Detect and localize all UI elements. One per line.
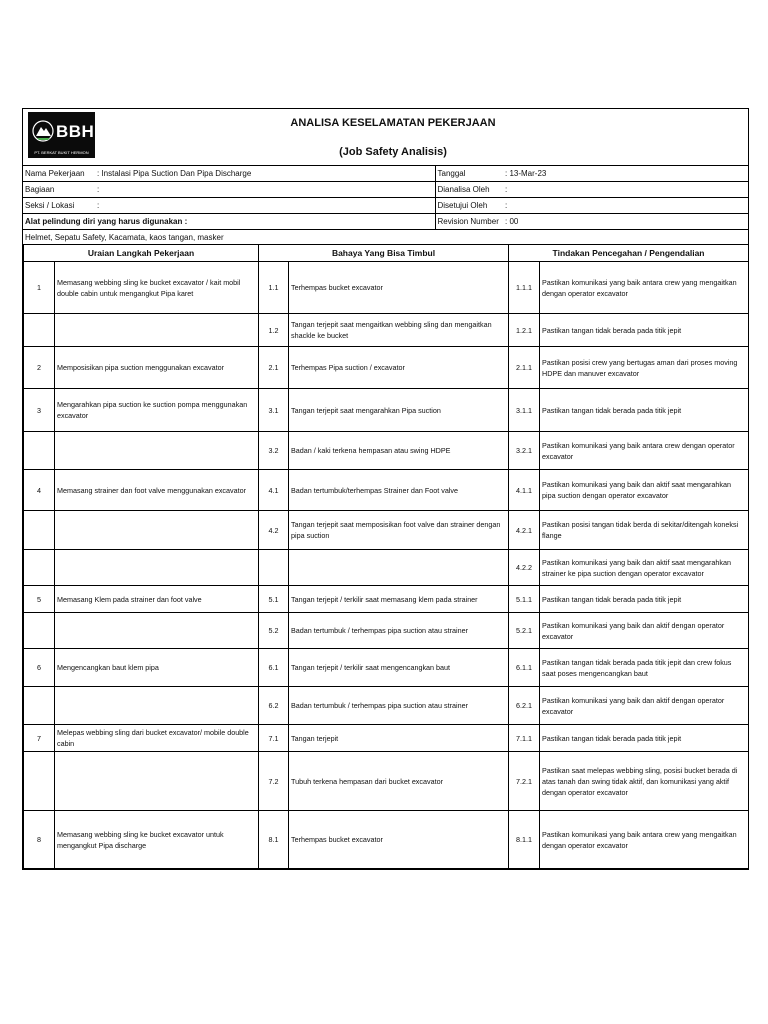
hazard-text: Tangan terjepit saat mengaitkan webbing sling dan mengaitkan shackle ke bucket	[289, 314, 509, 347]
hazard-text: Terhempas bucket excavator	[289, 811, 509, 869]
step-number: 8	[24, 811, 55, 869]
table-row	[24, 550, 749, 586]
control-text: Pastikan posisi tangan tidak berda di sekitar/ditengah koneksi flange	[540, 511, 749, 550]
step-number: 7	[24, 725, 55, 752]
control-text: Pastikan komunikasi yang baik dan aktif saat mengarahkan strainer ke pipa suction dengan operator excavator	[540, 550, 749, 586]
step-number	[24, 613, 55, 649]
table-row	[24, 725, 749, 752]
control-text: Pastikan komunikasi yang baik dan aktif dengan operator excavator	[540, 613, 749, 649]
hazard-number: 3.1	[259, 389, 289, 432]
step-number	[24, 550, 55, 586]
apd-label: Alat pelindung diri yang harus digunakan :	[23, 214, 435, 230]
info-row	[23, 214, 748, 230]
step-text	[55, 314, 259, 347]
step-text: Memposisikan pipa suction menggunakan excavator	[55, 347, 259, 389]
control-number: 5.1.1	[509, 586, 540, 613]
table-row	[24, 470, 749, 511]
apd-value: Helmet, Sepatu Safety, Kacamata, kaos tangan, masker	[25, 232, 224, 242]
table-row	[24, 432, 749, 470]
table-row	[24, 613, 749, 649]
hazard-number: 4.1	[259, 470, 289, 511]
step-text	[55, 687, 259, 725]
hazard-text: Tangan terjepit saat mengarahkan Pipa suction	[289, 389, 509, 432]
control-number: 3.2.1	[509, 432, 540, 470]
hazard-text: Badan tertumbuk / terhempas pipa suction atau strainer	[289, 613, 509, 649]
col-tindakan: Tindakan Pencegahan / Pengendalian	[509, 245, 749, 262]
hazard-text: Terhempas bucket excavator	[289, 262, 509, 314]
control-number: 8.1.1	[509, 811, 540, 869]
step-number: 3	[24, 389, 55, 432]
hazard-number: 6.1	[259, 649, 289, 687]
step-number	[24, 752, 55, 811]
control-text: Pastikan komunikasi yang baik antara crew dengan operator excavator	[540, 432, 749, 470]
step-text: Melepas webbing sling dari bucket excavator/ mobile double cabin	[55, 725, 259, 752]
jsa-table	[23, 244, 749, 869]
control-number: 7.2.1	[509, 752, 540, 811]
step-number: 1	[24, 262, 55, 314]
hazard-text: Badan tertumbuk / terhempas pipa suction atau strainer	[289, 687, 509, 725]
control-text: Pastikan komunikasi yang baik dan aktif saat mengarahkan pipa suction dengan operator excavator	[540, 470, 749, 511]
tanggal-value: : 13-Mar-23	[503, 166, 748, 182]
table-row	[24, 262, 749, 314]
form-title: ANALISA KESELAMATAN PEKERJAAN	[290, 117, 496, 129]
step-text	[55, 613, 259, 649]
step-number: 4	[24, 470, 55, 511]
control-text: Pastikan tangan tidak berada pada titik jepit	[540, 389, 749, 432]
col-uraian: Uraian Langkah Pekerjaan	[24, 245, 259, 262]
control-text: Pastikan komunikasi yang baik dan aktif dengan operator excavator	[540, 687, 749, 725]
control-text: Pastikan komunikasi yang baik antara crew yang mengaitkan dengan operator excavator	[540, 262, 749, 314]
hazard-text: Tangan terjepit saat memposisikan foot valve dan strainer dengan pipa suction	[289, 511, 509, 550]
step-number	[24, 687, 55, 725]
step-number	[24, 314, 55, 347]
hazard-number: 8.1	[259, 811, 289, 869]
control-number: 6.1.1	[509, 649, 540, 687]
control-text: Pastikan saat melepas webbing sling, posisi bucket berada di atas tanah dan swing tidak aktif, dan komunikasi yang aktif dengan operator excavator	[540, 752, 749, 811]
bagiaan-label: Bagiaan	[23, 182, 95, 198]
hazard-text: Tangan terjepit	[289, 725, 509, 752]
disetujui-label: Disetujui Oleh	[435, 198, 503, 214]
revision-label: Revision Number	[435, 214, 503, 230]
control-text: Pastikan komunikasi yang baik antara crew yang mengaitkan dengan operator excavator	[540, 811, 749, 869]
table-row	[24, 389, 749, 432]
hazard-text: Tangan terjepit / terkilir saat mengencangkan baut	[289, 649, 509, 687]
form-subtitle: (Job Safety Analisis)	[339, 146, 447, 158]
control-number: 1.1.1	[509, 262, 540, 314]
control-number: 2.1.1	[509, 347, 540, 389]
col-bahaya: Bahaya Yang Bisa Timbul	[259, 245, 509, 262]
hazard-number	[259, 550, 289, 586]
hazard-text: Badan / kaki terkena hempasan atau swing HDPE	[289, 432, 509, 470]
info-row	[23, 198, 748, 214]
jsa-form	[22, 108, 749, 870]
tanggal-label: Tanggal	[435, 166, 503, 182]
table-row	[24, 347, 749, 389]
table-row	[24, 649, 749, 687]
table-row	[24, 314, 749, 347]
hazard-number: 7.1	[259, 725, 289, 752]
step-text: Memasang webbing sling ke bucket excavator untuk mengangkut Pipa discharge	[55, 811, 259, 869]
info-table	[23, 166, 748, 244]
control-number: 5.2.1	[509, 613, 540, 649]
control-number: 4.2.2	[509, 550, 540, 586]
table-row	[24, 811, 749, 869]
hazard-number: 7.2	[259, 752, 289, 811]
step-number	[24, 432, 55, 470]
control-text: Pastikan tangan tidak berada pada titik jepit dan crew fokus saat poses mengencangkan baut	[540, 649, 749, 687]
logo-subtext: PT. BERKAT BUKIT HERMON	[34, 150, 89, 155]
step-text	[55, 752, 259, 811]
seksi-value: :	[95, 198, 435, 214]
control-number: 6.2.1	[509, 687, 540, 725]
revision-value: : 00	[503, 214, 748, 230]
hazard-text: Terhempas Pipa suction / excavator	[289, 347, 509, 389]
step-number	[24, 511, 55, 550]
dianalisa-label: Dianalisa Oleh	[435, 182, 503, 198]
table-body	[24, 262, 749, 869]
form-header	[23, 109, 748, 166]
control-text: Pastikan posisi crew yang bertugas aman dari proses moving HDPE dan manuver excavator	[540, 347, 749, 389]
step-number: 5	[24, 586, 55, 613]
table-header	[24, 245, 749, 262]
hazard-text: Badan tertumbuk/terhempas Strainer dan Foot valve	[289, 470, 509, 511]
control-text: Pastikan tangan tidak berada pada titik jepit	[540, 586, 749, 613]
control-number: 4.1.1	[509, 470, 540, 511]
control-number: 3.1.1	[509, 389, 540, 432]
hazard-number: 2.1	[259, 347, 289, 389]
control-number: 4.2.1	[509, 511, 540, 550]
step-text	[55, 511, 259, 550]
hazard-text: Tangan terjepit / terkilir saat memasang klem pada strainer	[289, 586, 509, 613]
company-logo	[28, 112, 95, 158]
dianalisa-value: :	[503, 182, 748, 198]
control-text: Pastikan tangan tidak berada pada titik jepit	[540, 725, 749, 752]
hazard-number: 4.2	[259, 511, 289, 550]
step-text: Memasang strainer dan foot valve menggunakan excavator	[55, 470, 259, 511]
control-number: 1.2.1	[509, 314, 540, 347]
hazard-number: 1.1	[259, 262, 289, 314]
step-text	[55, 550, 259, 586]
step-text: Mengencangkan baut klem pipa	[55, 649, 259, 687]
logo-text: BBH	[56, 122, 95, 141]
hazard-text: Tubuh terkena hempasan dari bucket excavator	[289, 752, 509, 811]
step-text: Mengarahkan pipa suction ke suction pompa menggunakan excavator	[55, 389, 259, 432]
step-text: Memasang webbing sling ke bucket excavator / kait mobil double cabin untuk mengangkut Pipa karet	[55, 262, 259, 314]
hazard-number: 1.2	[259, 314, 289, 347]
step-text	[55, 432, 259, 470]
hazard-number: 5.1	[259, 586, 289, 613]
table-row	[24, 752, 749, 811]
table-row	[24, 687, 749, 725]
control-text: Pastikan tangan tidak berada pada titik jepit	[540, 314, 749, 347]
apd-row	[23, 230, 748, 245]
nama-pekerjaan-label: Nama Pekerjaan	[23, 166, 95, 182]
disetujui-value: :	[503, 198, 748, 214]
hazard-number: 6.2	[259, 687, 289, 725]
bagiaan-value: :	[95, 182, 435, 198]
hazard-number: 5.2	[259, 613, 289, 649]
nama-pekerjaan-value: : Instalasi Pipa Suction Dan Pipa Discharge	[95, 166, 435, 182]
hazard-number: 3.2	[259, 432, 289, 470]
step-text: Memasang Klem pada strainer dan foot valve	[55, 586, 259, 613]
control-number: 7.1.1	[509, 725, 540, 752]
step-number: 2	[24, 347, 55, 389]
info-row	[23, 182, 748, 198]
hazard-text	[289, 550, 509, 586]
table-row	[24, 586, 749, 613]
seksi-label: Seksi / Lokasi	[23, 198, 95, 214]
table-row	[24, 511, 749, 550]
info-row	[23, 166, 748, 182]
step-number: 6	[24, 649, 55, 687]
